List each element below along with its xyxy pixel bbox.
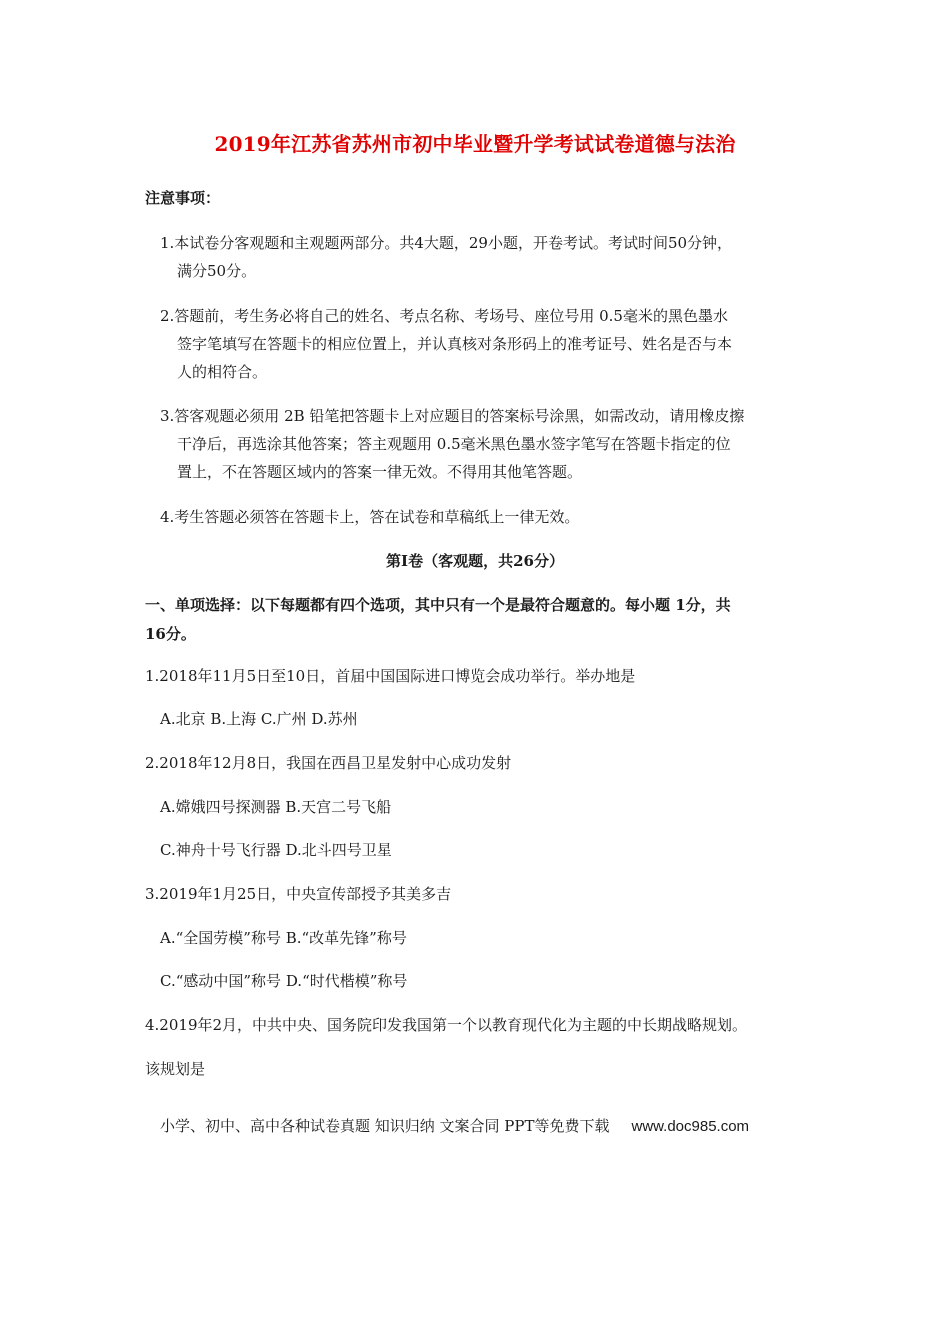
- question-2-options-line-2: C.神舟十号飞行器 D.北斗四号卫星: [160, 841, 392, 859]
- note-item-2-line-3: 人的相符合。: [177, 363, 268, 381]
- question-3-options-line-2: C.“感动中国”称号 D.“时代楷模”称号: [160, 972, 408, 990]
- note-item-4-line-1: 4.考生答题必须答在答题卡上，答在试卷和草稿纸上一律无效。: [160, 508, 580, 526]
- question-3-stem: 3.2019年1月25日，中央宣传部授予其美多吉: [145, 885, 452, 903]
- question-2-stem: 2.2018年12月8日，我国在西昌卫星发射中心成功发射: [145, 754, 512, 772]
- note-item-1-line-1: 1.本试卷分客观题和主观题两部分。共4大题，29小题，开卷考试。考试时间50分钟，: [160, 234, 733, 252]
- question-3-options-line-1: A.“全国劳模”称号 B.“改革先锋”称号: [160, 929, 407, 947]
- notes-heading: 注意事项：: [145, 189, 221, 207]
- question-1-options: A.北京 B.上海 C.广州 D.苏州: [160, 710, 358, 728]
- part-heading-line-2: 16分。: [145, 625, 196, 643]
- document-title: 2019年江苏省苏州市初中毕业暨升学考试试卷道德与法治: [214, 132, 736, 156]
- note-item-2-line-1: 2.答题前，考生务必将自己的姓名、考点名称、考场号、座位号用 0.5毫米的黑色墨水: [160, 307, 728, 325]
- note-item-3-line-1: 3.答客观题必须用 2B 铅笔把答题卡上对应题目的答案标号涂黑，如需改动，请用橡皮擦: [160, 407, 745, 425]
- section-heading: 第Ⅰ卷（客观题，共26分）: [386, 552, 564, 570]
- footer-url[interactable]: www.doc985.com: [631, 1118, 750, 1135]
- note-item-3-line-3: 置上，不在答题区域内的答案一律无效。不得用其他笔答题。: [177, 463, 583, 481]
- question-4-stem: 4.2019年2月，中共中央、国务院印发我国第一个以教育现代化为主题的中长期战略规划。: [145, 1016, 748, 1034]
- question-4-stem-continued: 该规划是: [145, 1060, 206, 1078]
- page-footer: [160, 1116, 749, 1137]
- part-heading-line-1: 一、单项选择：以下每题都有四个选项，其中只有一个是最符合题意的。每小题 1分，共: [145, 596, 731, 614]
- question-2-options-line-1: A.嫦娥四号探测器 B.天宫二号飞船: [160, 798, 392, 816]
- note-item-1-line-2: 满分50分。: [177, 262, 257, 280]
- note-item-2-line-2: 签字笔填写在答题卡的相应位置上，并认真核对条形码上的准考证号、姓名是否与本: [177, 335, 733, 353]
- footer-text: 小学、初中、高中各种试卷真题 知识归纳 文案合同 PPT等免费下载: [160, 1117, 610, 1135]
- note-item-3-line-2: 干净后，再选涂其他答案；答主观题用 0.5毫米黑色墨水签字笔写在答题卡指定的位: [177, 435, 731, 453]
- question-1-stem: 1.2018年11月5日至10日，首届中国国际进口博览会成功举行。举办地是: [145, 667, 636, 685]
